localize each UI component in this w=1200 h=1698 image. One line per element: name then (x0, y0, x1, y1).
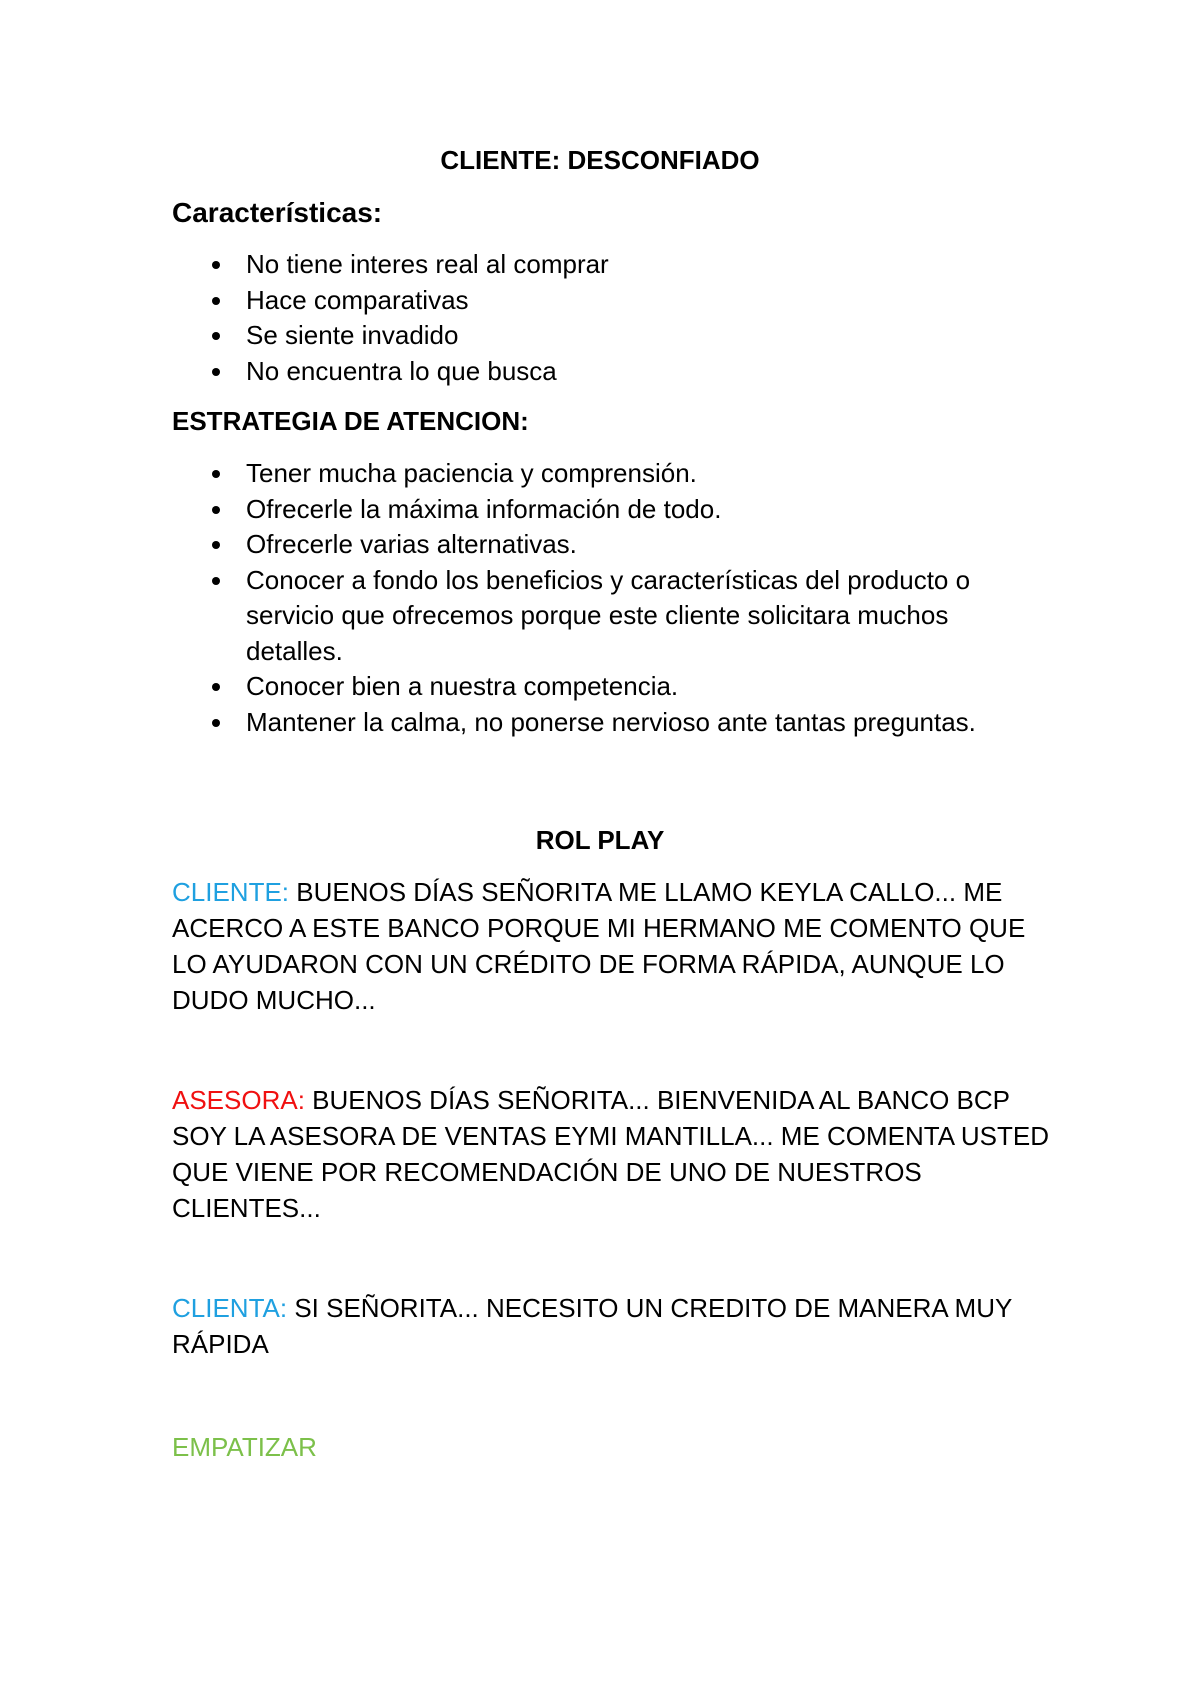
bullet-icon (212, 506, 220, 514)
bullet-icon (212, 683, 220, 691)
list-item: Tener mucha paciencia y comprensión. (172, 456, 1052, 492)
dialog-line-asesora (172, 1082, 1052, 1226)
dialog-line-cliente (172, 874, 1052, 1018)
list-item: Se siente invadido (172, 318, 1052, 354)
characteristics-heading: Características: (172, 197, 383, 228)
list-item: Ofrecerle varias alternativas. (172, 527, 1052, 563)
speaker-label: ASESORA: (172, 1085, 305, 1115)
bullet-icon (212, 332, 220, 340)
bullet-icon (212, 368, 220, 376)
list-item: Mantener la calma, no ponerse nervioso ante tantas preguntas. (172, 705, 1052, 741)
list-item: Conocer a fondo los beneficios y características del producto o servicio que ofrecemos porque este cliente solicitara muchos detalles. (172, 563, 1052, 670)
characteristics-list (172, 247, 1052, 389)
bullet-icon (212, 719, 220, 727)
empatizar-note: EMPATIZAR (172, 1432, 317, 1462)
document-title: CLIENTE: DESCONFIADO (440, 145, 760, 175)
dialog-text: BUENOS DÍAS SEÑORITA... BIENVENIDA AL BANCO BCP SOY LA ASESORA DE VENTAS EYMI MANTILLA... ME COMENTA USTED QUE VIENE POR RECOMENDACIÓN DE UNO DE NUESTROS CLIENTES... (172, 1085, 1050, 1223)
bullet-icon (212, 470, 220, 478)
speaker-label: CLIENTE: (172, 877, 290, 907)
list-item: Conocer bien a nuestra competencia. (172, 669, 1052, 705)
speaker-label: CLIENTA: (172, 1293, 288, 1323)
list-item: No tiene interes real al comprar (172, 247, 1052, 283)
bullet-icon (212, 261, 220, 269)
roleplay-heading: ROL PLAY (535, 825, 665, 855)
list-item: Ofrecerle la máxima información de todo. (172, 492, 1052, 528)
dialog-text: BUENOS DÍAS SEÑORITA ME LLAMO KEYLA CALLO... ME ACERCO A ESTE BANCO PORQUE MI HERMANO ME COMENTO QUE LO AYUDARON CON UN CRÉDITO DE FORMA RÁPIDA, AUNQUE LO DUDO MUCHO... (172, 877, 1026, 1015)
list-item: Hace comparativas (172, 283, 1052, 319)
list-item: No encuentra lo que busca (172, 354, 1052, 390)
bullet-icon (212, 577, 220, 585)
bullet-icon (212, 541, 220, 549)
strategy-heading: ESTRATEGIA DE ATENCION: (172, 406, 529, 436)
dialog-line-clienta (172, 1290, 1052, 1362)
dialog-text: SI SEÑORITA... NECESITO UN CREDITO DE MANERA MUY RÁPIDA (172, 1293, 1012, 1359)
strategy-list (172, 456, 1052, 740)
bullet-icon (212, 297, 220, 305)
